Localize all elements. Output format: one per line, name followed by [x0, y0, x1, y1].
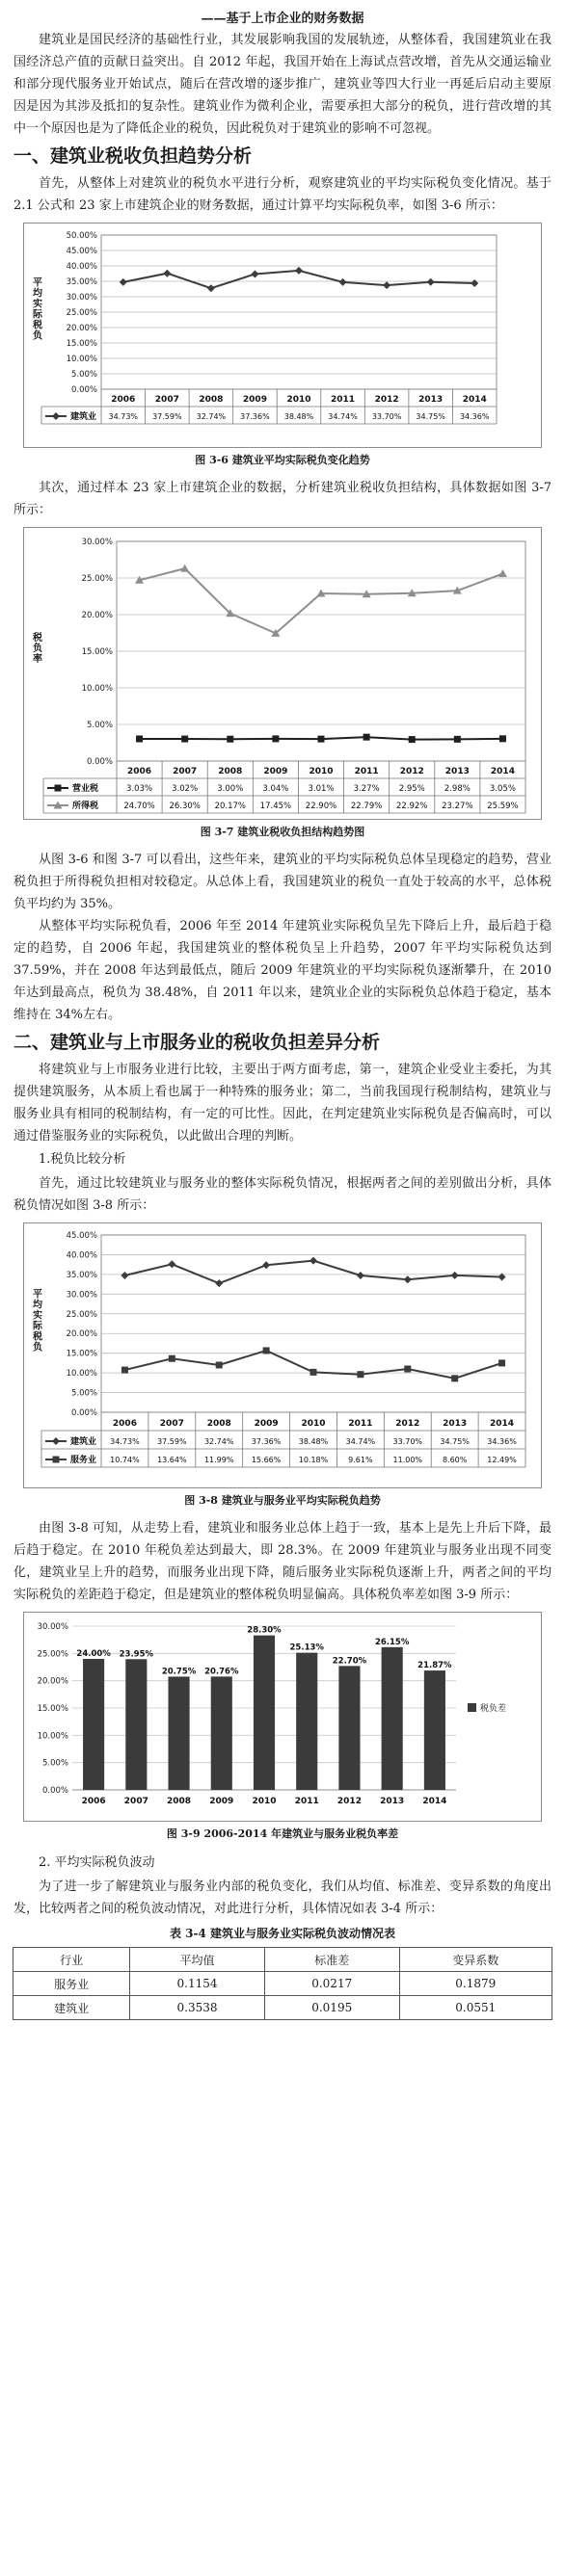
data-table-value: 20.17%	[214, 802, 246, 811]
x-tick-label: 2006	[127, 767, 152, 776]
x-tick-label: 2011	[331, 395, 356, 405]
intro-paragraph: 建筑业是国民经济的基础性行业，其发展影响我国的发展轨迹，从整体看，我国建筑业在我国经济总产值的贡献日益突出。自 2012 年起，我国开始在上海试点营改增，首先从交通运输业和部分现代服务业开始试点，随后在营改增的逐步推广，建筑业等四大行业一再延后启动主要原因是因为其涉及抵扣的复杂性。建筑业作为微利企业，需要承担大部分的税负，进行营改增的其中一个原因也是为了降低企业的税负，因此税负对于建筑业的影响不可忽视。	[13, 33, 552, 136]
table-row	[13, 1972, 552, 1996]
data-table-value: 24.70%	[123, 802, 155, 811]
x-tick-label: 2014	[462, 395, 487, 405]
x-tick-label: 2010	[286, 395, 311, 405]
data-table-value: 37.59%	[152, 412, 182, 421]
section1-paragraph-3: 从图 3-6 和图 3-7 可以看出，这些年来，建筑业的平均实际税负总体呈现稳定的趋势，营业税负担于所得税负担相对较稳定。从总体上看，我国建筑业的税负一直处于较高的水平，总体税负平均约为 35%。	[13, 853, 552, 911]
legend-swatch	[468, 1703, 476, 1712]
x-tick-label: 2012	[374, 395, 399, 405]
bar	[169, 1676, 190, 1790]
data-point	[272, 735, 279, 742]
x-tick-label: 2010	[309, 767, 334, 776]
data-table-value: 25.59%	[487, 802, 519, 811]
x-tick-label: 2011	[348, 1419, 373, 1429]
y-tick-label: 15.00%	[66, 1349, 97, 1359]
y-tick-label: 5.00%	[41, 1758, 68, 1769]
data-table-value: 3.05%	[489, 784, 516, 794]
data-table-value: 8.60%	[442, 1456, 468, 1464]
section1-paragraph-2: 其次，通过样本 23 家上市建筑企业的数据，分析建筑业税收负担结构，具体数据如图 3-7 所示：	[13, 481, 552, 517]
y-tick-label: 10.00%	[66, 1369, 97, 1380]
x-tick-label: 2009	[254, 1419, 279, 1429]
data-table-value: 17.45%	[259, 802, 292, 811]
table-cell: 0.0217	[264, 1972, 399, 1996]
data-point	[357, 1371, 363, 1378]
figure-3-8	[23, 1222, 542, 1488]
data-label: 28.30%	[247, 1625, 282, 1636]
chart-3-7-svg	[24, 528, 541, 815]
figure-3-7-caption: 图 3-7 建筑业税收负担结构趋势图	[200, 826, 365, 838]
data-table-value: 32.74%	[196, 412, 227, 421]
data-table-value: 32.74%	[203, 1437, 234, 1446]
x-tick-label: 2006	[111, 395, 136, 405]
legend-marker	[53, 1457, 60, 1463]
bar	[211, 1676, 232, 1790]
x-tick-label: 2006	[112, 1419, 137, 1429]
y-tick-label: 35.00%	[66, 1270, 97, 1280]
table-row	[13, 1996, 552, 2020]
y-tick-label: 0.00%	[41, 1786, 68, 1796]
data-point	[215, 1279, 223, 1287]
y-tick-label: 15.00%	[37, 1704, 68, 1714]
table-3-4-caption: 表 3-4 建筑业与服务业实际税负波动情况表	[169, 1927, 396, 1940]
section-heading-2: 二、建筑业与上市服务业的税收负担差异分析	[13, 1032, 381, 1053]
data-table-value: 37.36%	[240, 412, 270, 421]
y-tick-label: 0.00%	[70, 1408, 97, 1418]
x-tick-label: 2014	[490, 767, 515, 776]
table-header-row	[13, 1948, 552, 1972]
data-point	[471, 279, 478, 287]
data-label: 20.75%	[161, 1667, 197, 1677]
data-table-value: 3.27%	[353, 784, 380, 794]
legend-marker	[52, 412, 60, 420]
x-tick-label: 2012	[399, 767, 424, 776]
y-tick-label: 35.00%	[66, 277, 97, 287]
legend-label: 建筑业	[70, 1437, 97, 1447]
data-point	[451, 1272, 459, 1279]
table-cell: 0.1879	[399, 1972, 552, 1996]
data-table-value: 34.36%	[487, 1437, 517, 1446]
data-table-value: 11.00%	[392, 1456, 423, 1464]
data-table-value: 9.61%	[348, 1456, 373, 1464]
x-tick-label: 2007	[154, 395, 179, 405]
table-3-4	[13, 1947, 552, 2020]
data-table-value: 34.73%	[110, 1437, 140, 1446]
figure-3-6-caption: 图 3-6 建筑业平均实际税负变化趋势	[195, 454, 370, 466]
y-tick-label: 5.00%	[70, 370, 97, 380]
y-tick-label: 0.00%	[70, 385, 97, 395]
data-table-value: 34.74%	[328, 412, 358, 421]
legend-label: 所得税	[72, 802, 99, 811]
section2-paragraph-4: 为了进一步了解建筑业与服务业内部的税负变化，我们从均值、标准差、变异系数的角度出发，比较两者之间的税负波动情况，对此进行分析，具体情况如表 3-4 所示：	[13, 1879, 552, 1916]
data-table-value: 3.00%	[217, 784, 244, 794]
data-point	[310, 1369, 317, 1376]
x-tick-label: 2009	[242, 395, 267, 405]
data-table-value: 37.36%	[251, 1437, 282, 1446]
x-tick-label: 2011	[294, 1797, 319, 1806]
data-point	[427, 278, 435, 286]
data-table-value: 12.49%	[487, 1456, 517, 1464]
y-tick-label: 15.00%	[66, 339, 97, 349]
x-tick-label: 2013	[444, 767, 470, 776]
x-tick-label: 2014	[490, 1419, 515, 1429]
x-tick-label: 2007	[123, 1797, 148, 1806]
data-table-value: 33.70%	[392, 1437, 423, 1446]
data-label: 22.70%	[332, 1656, 367, 1667]
data-table-value: 23.27%	[442, 802, 473, 811]
legend-label: 建筑业	[70, 412, 97, 422]
table-cell: 服务业	[13, 1972, 130, 1996]
data-label: 20.76%	[204, 1667, 239, 1677]
chart-3-8-svg	[24, 1223, 541, 1484]
data-table-value: 26.30%	[169, 802, 201, 811]
y-tick-label: 0.00%	[86, 757, 113, 767]
subsection-heading-2-2: 2. 平均实际税负波动	[39, 1855, 155, 1870]
data-point	[121, 1367, 128, 1374]
y-axis-label: 税负率	[33, 633, 42, 665]
data-table-value: 34.74%	[345, 1437, 376, 1446]
data-point	[499, 735, 506, 742]
data-point	[409, 736, 416, 743]
data-point	[295, 267, 303, 275]
x-tick-label: 2010	[301, 1419, 326, 1429]
figure-3-9-caption: 图 3-9 2006-2014 年建筑业与服务业税负率差	[166, 1827, 399, 1840]
data-table-value: 37.59%	[157, 1437, 187, 1446]
section2-paragraph-3: 由图 3-8 可知，从走势上看，建筑业和服务业总体上趋于一致，基本上是先上升后下降，最后趋于稳定。在 2010 年税负差达到最大，即 28.3%。在 2009 年建筑业与服务业出现不同变化，建筑业呈上升的趋势，而服务业出现下降，随后服务业实际税负逐渐上升，两者之间的平均实际税负的差距趋于稳定，但是建筑业的整体税负明显偏高。具体税负率差如图 3-9 所示：	[13, 1521, 552, 1602]
y-tick-label: 10.00%	[81, 684, 113, 694]
x-tick-label: 2008	[199, 395, 224, 405]
data-table-value: 3.02%	[172, 784, 199, 794]
data-table-value: 2.98%	[444, 784, 471, 794]
data-table-value: 2.95%	[398, 784, 425, 794]
x-tick-label: 2013	[443, 1419, 468, 1429]
document-subtitle: ——基于上市企业的财务数据	[201, 12, 364, 26]
y-tick-label: 20.00%	[81, 611, 113, 620]
x-tick-label: 2009	[209, 1797, 234, 1806]
data-table-value: 3.03%	[126, 784, 153, 794]
data-point	[498, 1359, 505, 1366]
table-header-cell: 行业	[13, 1948, 130, 1972]
y-tick-label: 15.00%	[81, 647, 113, 657]
legend-marker	[55, 785, 62, 792]
table-header-cell: 变异系数	[399, 1948, 552, 1972]
y-tick-label: 25.00%	[66, 1309, 97, 1320]
data-label: 25.13%	[289, 1643, 324, 1653]
data-table-value: 34.75%	[416, 412, 445, 421]
data-point	[404, 1366, 411, 1373]
y-tick-label: 40.00%	[66, 262, 97, 272]
table-cell: 建筑业	[13, 1996, 130, 2020]
y-tick-label: 20.00%	[66, 324, 97, 333]
legend-label: 税负差	[480, 1704, 507, 1714]
data-point	[181, 736, 188, 743]
data-point	[169, 1355, 175, 1362]
x-tick-label: 2012	[395, 1419, 420, 1429]
data-table-value: 15.66%	[251, 1456, 282, 1464]
data-table-value: 38.48%	[298, 1437, 329, 1446]
data-point	[454, 736, 461, 743]
table-header-cell: 标准差	[264, 1948, 399, 1972]
data-point	[262, 1261, 270, 1269]
figure-3-7	[23, 527, 542, 820]
table-header-cell: 平均值	[130, 1948, 265, 1972]
data-label: 21.87%	[417, 1661, 452, 1671]
y-tick-label: 20.00%	[66, 1329, 97, 1340]
legend-label: 营业税	[72, 784, 99, 794]
data-point	[216, 1361, 223, 1368]
bar	[382, 1647, 403, 1790]
data-label: 26.15%	[374, 1637, 410, 1647]
y-tick-label: 5.00%	[86, 721, 113, 730]
data-table-value: 22.92%	[396, 802, 428, 811]
data-point	[383, 281, 390, 289]
data-table-value: 33.70%	[371, 412, 402, 421]
y-tick-label: 45.00%	[66, 1231, 97, 1241]
data-point	[207, 284, 215, 292]
table-cell: 0.0551	[399, 1996, 552, 2020]
section1-paragraph-1: 首先，从整体上对建筑业的税负水平进行分析，观察建筑业的平均实际税负变化情况。基于 2.1 公式和 23 家上市建筑企业的财务数据，通过计算平均实际税负率，如图 3-6 所示：	[13, 176, 552, 213]
data-table-value: 34.75%	[440, 1437, 470, 1446]
x-tick-label: 2013	[380, 1797, 405, 1806]
y-axis-label: 平均实际税负	[33, 277, 42, 342]
x-tick-label: 2014	[422, 1797, 447, 1806]
y-tick-label: 5.00%	[70, 1388, 97, 1399]
data-table-value: 22.90%	[305, 802, 337, 811]
section-heading-1: 一、建筑业税收负担趋势分析	[13, 145, 253, 167]
subsection-heading-2-1: 1.税负比较分析	[39, 1152, 126, 1167]
y-tick-label: 30.00%	[81, 538, 113, 547]
data-point	[451, 1375, 458, 1381]
x-tick-label: 2007	[173, 767, 198, 776]
data-point	[120, 278, 127, 286]
data-point	[163, 270, 171, 277]
bar	[338, 1666, 360, 1790]
data-point	[318, 736, 325, 743]
x-tick-label: 2008	[206, 1419, 231, 1429]
x-tick-label: 2010	[252, 1797, 277, 1806]
data-point	[309, 1257, 317, 1265]
data-point	[180, 565, 189, 572]
data-point	[498, 569, 507, 577]
data-point	[136, 735, 143, 742]
y-tick-label: 25.00%	[81, 574, 113, 584]
x-tick-label: 2009	[263, 767, 288, 776]
bar	[254, 1636, 275, 1790]
data-point	[363, 734, 370, 741]
table-cell: 0.1154	[130, 1972, 265, 1996]
data-point	[251, 270, 258, 277]
y-tick-label: 40.00%	[66, 1250, 97, 1261]
y-tick-label: 30.00%	[37, 1622, 68, 1632]
data-label: 23.95%	[119, 1649, 154, 1660]
data-table-value: 10.74%	[110, 1456, 140, 1464]
data-point	[263, 1347, 270, 1354]
y-tick-label: 25.00%	[37, 1649, 68, 1660]
x-tick-label: 2006	[81, 1797, 106, 1806]
y-tick-label: 10.00%	[37, 1731, 68, 1742]
data-table-value: 34.36%	[459, 412, 490, 421]
section1-paragraph-4: 从整体平均实际税负看，2006 年至 2014 年建筑业实际税负呈先下降后上升，最后趋于稳定的趋势，自 2006 年起，我国建筑业的整体税负呈上升趋势，2007 年平均实际税负达到 37.59%，并在 2008 年达到最低点，随后 2009 年建筑业的平均实际税负逐渐攀升，在 2010 年达到最高点，税负为 38.48%，自 2011 年以来，建筑业企业的实际税负总体趋于稳定，基本维持在 34%左右。	[13, 919, 552, 1022]
data-table-value: 3.01%	[308, 784, 335, 794]
figure-3-9	[23, 1612, 542, 1822]
section2-paragraph-2: 首先，通过比较建筑业与服务业的整体实际税负情况，根据两者之间的差别做出分析，具体税负情况如图 3-8 所示：	[13, 1176, 552, 1213]
data-point	[227, 736, 233, 743]
data-table-value: 11.99%	[203, 1456, 234, 1464]
table-cell: 0.3538	[130, 1996, 265, 2020]
figure-3-6	[23, 223, 542, 448]
data-table-value: 38.48%	[283, 412, 314, 421]
x-tick-label: 2013	[418, 395, 444, 405]
x-tick-label: 2011	[354, 767, 379, 776]
bar	[424, 1670, 445, 1790]
data-point	[121, 1272, 128, 1279]
y-tick-label: 30.00%	[66, 293, 97, 302]
x-tick-label: 2008	[218, 767, 243, 776]
bar	[125, 1659, 147, 1790]
data-point	[357, 1272, 364, 1279]
data-table-value: 34.73%	[108, 412, 139, 421]
data-table-value: 3.04%	[262, 784, 289, 794]
y-tick-label: 45.00%	[66, 247, 97, 256]
legend-marker	[52, 1437, 60, 1445]
bar	[83, 1659, 104, 1790]
y-tick-label: 30.00%	[66, 1290, 97, 1301]
x-tick-label: 2008	[167, 1797, 192, 1806]
table-cell: 0.0195	[264, 1996, 399, 2020]
y-tick-label: 25.00%	[66, 308, 97, 318]
data-label: 24.00%	[76, 1649, 111, 1659]
y-tick-label: 50.00%	[66, 231, 97, 241]
data-table-value: 22.79%	[350, 802, 383, 811]
y-axis-label: 平均实际税负	[33, 1289, 42, 1354]
data-table-value: 10.18%	[298, 1456, 329, 1464]
y-tick-label: 20.00%	[37, 1676, 68, 1687]
data-table-value: 13.64%	[157, 1456, 187, 1464]
data-point	[168, 1260, 175, 1268]
x-tick-label: 2007	[159, 1419, 184, 1429]
bar	[296, 1653, 317, 1790]
figure-3-8-caption: 图 3-8 建筑业与服务业平均实际税负趋势	[184, 1494, 381, 1507]
legend-label: 服务业	[70, 1456, 97, 1465]
chart-3-6-svg	[24, 223, 541, 443]
data-point	[339, 278, 347, 286]
data-point	[404, 1275, 412, 1283]
x-tick-label: 2012	[336, 1797, 362, 1806]
y-tick-label: 10.00%	[66, 355, 97, 364]
chart-3-9-svg	[24, 1613, 541, 1817]
section2-paragraph-1: 将建筑业与上市服务业进行比较，主要出于两方面考虑，第一，建筑企业受业主委托，为其提供建筑服务，从本质上看也属于一种特殊的服务业；第二，当前我国现行税制结构，建筑业与服务业具有相同的税制结构，有一定的可比性。因此，在判定建筑业实际税负是否偏高时，可以通过借鉴服务业的实际税负，以此做出合理的判断。	[13, 1063, 552, 1143]
